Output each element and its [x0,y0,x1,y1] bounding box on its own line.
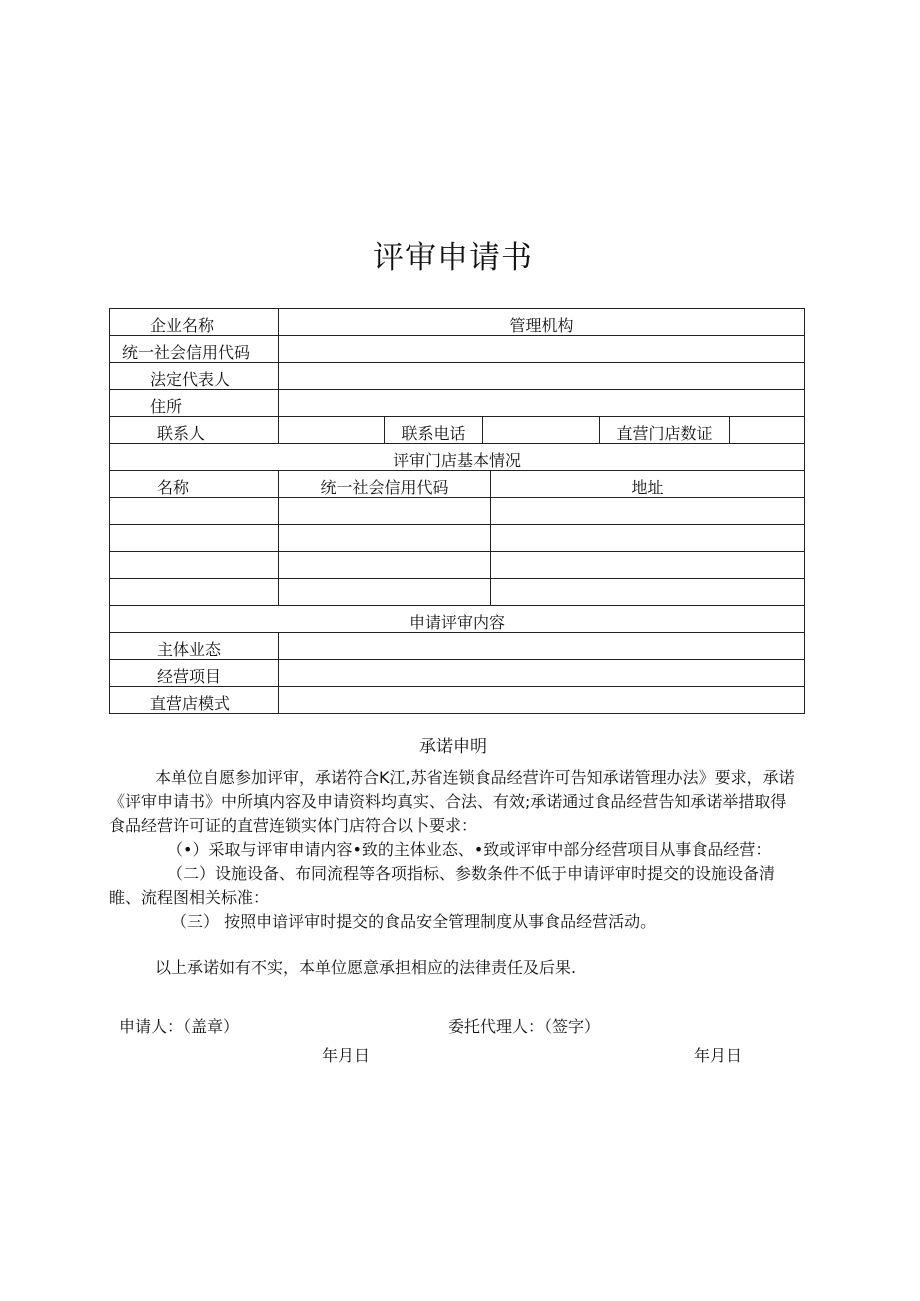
table-row [110,579,805,606]
applicant-signature-label: 申请人：（盖章） [119,1017,240,1036]
field-business-form[interactable] [279,633,805,660]
table-row [110,606,805,633]
store-address-cell[interactable] [491,498,805,525]
label-enterprise-name: 企业名称 [110,309,279,336]
table-row [110,552,805,579]
declaration-body [109,766,799,980]
declaration-item-3: （三） 按照申谙评审时提交的食品安全管理制度从事食品经营活动。 [171,912,657,931]
label-management-org: 管理机构 [279,309,805,336]
section-apply-content: 申请评审内容 [110,606,805,633]
col-header-name: 名称 [110,471,279,498]
col-header-credit-code: 统一社会信用代码 [279,471,491,498]
section-store-info: 评审门店基本情况 [110,444,805,471]
store-credit-code-cell[interactable] [279,498,491,525]
field-contact-phone[interactable] [483,417,600,444]
table-row [110,660,805,687]
field-store-count[interactable] [730,417,805,444]
field-legal-rep[interactable] [279,363,805,390]
declaration-closing: 以上承诺如有不实，本单位愿意承担相应的法律责任及后果. [155,958,577,977]
table-row [110,471,805,498]
label-store-mode: 直营店模式 [110,687,279,714]
store-address-cell[interactable] [491,579,805,606]
label-credit-code: 统一社会信用代码 [110,336,279,363]
declaration-item-2: （二）设施设备、布同流程等各项指标、参数条件不低于申请评审时提交的设施设备清睢、流程图相关标准： [109,864,776,907]
label-legal-rep: 法定代表人 [110,363,279,390]
label-business-items: 经营项目 [110,660,279,687]
declaration-paragraph: 本单位自愿参加评审，承诺符合K江,苏省连锁食品经营许可告知承诺管理办法》要求，承诺《评审申请书》中所填内容及申请资料均真实、合法、有效;承诺通过食品经营告知承诺举措取得食品经营许可证的直营连锁实体门店符合以卜要求： [109,768,795,835]
store-credit-code-cell[interactable] [279,525,491,552]
label-business-form: 主体业态 [110,633,279,660]
table-row [110,309,805,336]
store-name-cell[interactable] [110,552,279,579]
label-contact-person: 联系人 [110,417,279,444]
table-row [110,390,805,417]
table-row [110,444,805,471]
declaration-item-1: （•）采取与评审申请内容•致的主体业态、•致或评审中部分经营项目从事食品经营： [167,840,772,859]
store-address-cell[interactable] [491,525,805,552]
field-credit-code[interactable] [279,336,805,363]
store-name-cell[interactable] [110,525,279,552]
label-address: 住所 [110,390,279,417]
field-store-mode[interactable] [279,687,805,714]
table-row [110,525,805,552]
applicant-date: 年月日 [322,1046,371,1065]
table-row [110,336,805,363]
field-contact-person[interactable] [279,417,385,444]
store-credit-code-cell[interactable] [279,579,491,606]
table-row [110,498,805,525]
table-row [110,417,805,444]
store-name-cell[interactable] [110,579,279,606]
store-credit-code-cell[interactable] [279,552,491,579]
application-form-table [109,308,805,714]
table-row [110,633,805,660]
page-title: 评审申请书 [373,240,533,276]
label-contact-phone: 联系电话 [385,417,483,444]
table-row [110,363,805,390]
col-header-address: 地址 [491,471,805,498]
field-business-items[interactable] [279,660,805,687]
label-store-count: 直营门店数证 [600,417,730,444]
agent-date: 年月日 [694,1046,743,1065]
declaration-title: 承诺申明 [419,737,487,757]
field-address[interactable] [279,390,805,417]
table-row [110,687,805,714]
store-address-cell[interactable] [491,552,805,579]
agent-signature-label: 委托代理人：（签字） [448,1017,601,1036]
store-name-cell[interactable] [110,498,279,525]
